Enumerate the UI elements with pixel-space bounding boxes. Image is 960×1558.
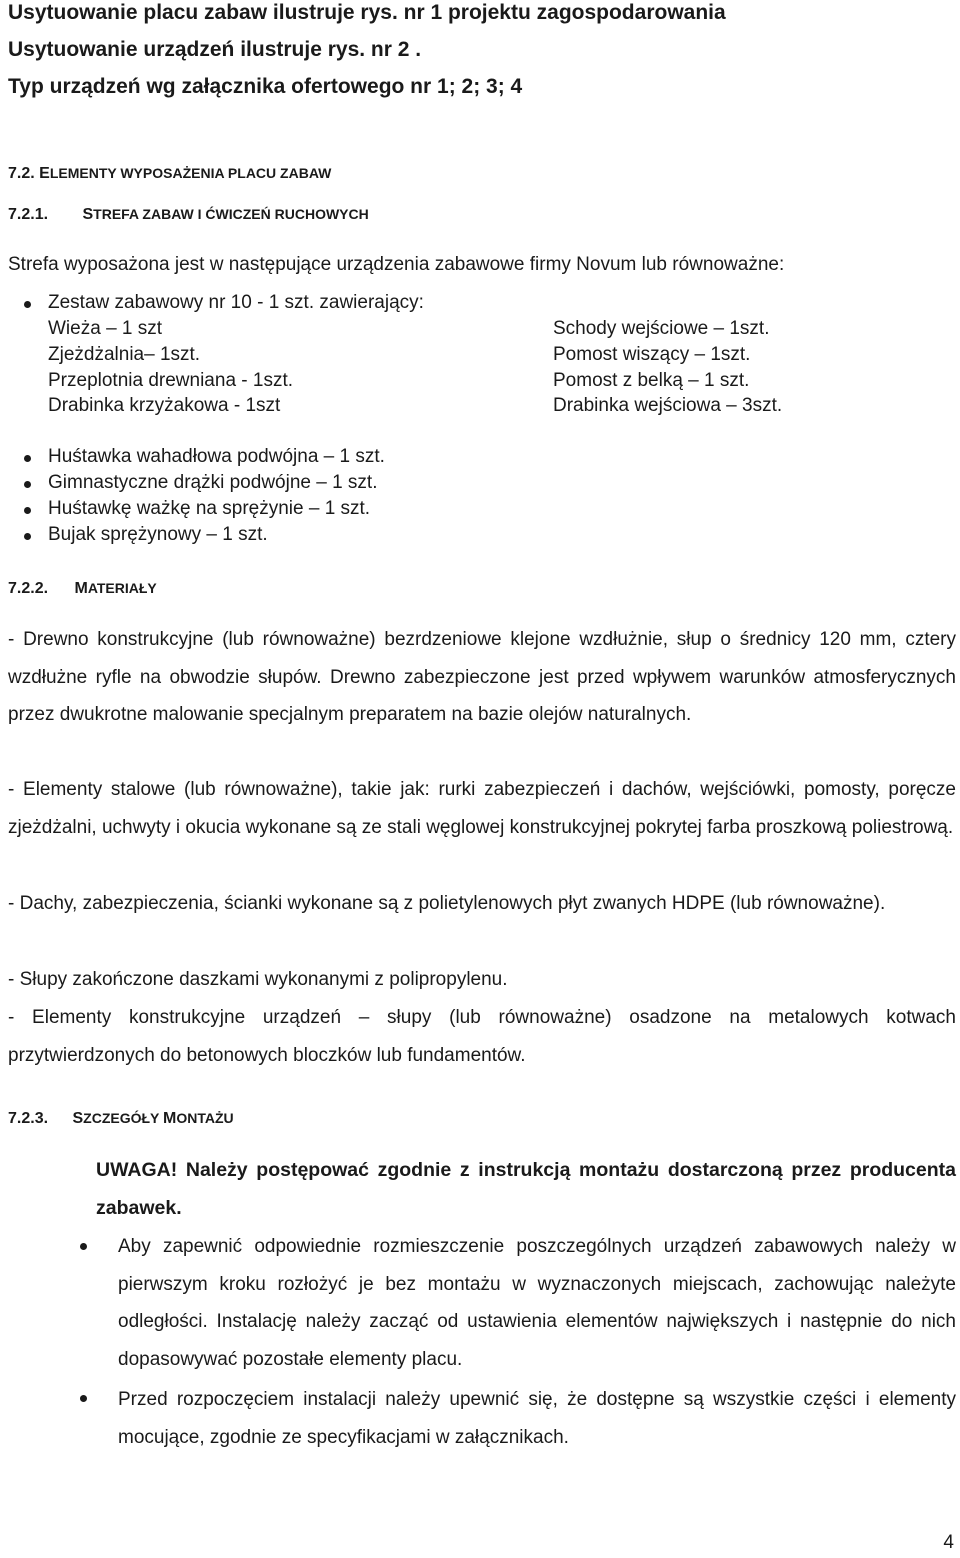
section-7-2-heading [8, 165, 331, 183]
materials-paragraph: - Elementy konstrukcyjne urządzeń – słupy (lub równoważne) osadzone na metalowych kotwach przytwierdzonych do betonowych bloczków lub fundamentów. [8, 1007, 956, 1066]
bullet-icon [24, 481, 31, 488]
header-line-3: Typ urządzeń wg załącznika ofertowego nr 1; 2; 3; 4 [8, 75, 523, 98]
set-title: Zestaw zabawowy nr 10 - 1 szt. zawierający: [48, 292, 424, 313]
section-number: 7.2. [8, 165, 35, 182]
set-item-right: Pomost z belką – 1 szt. [553, 370, 750, 391]
section-title: ZCZEGÓŁY [83, 1110, 164, 1126]
equipment-item: Bujak sprężynowy – 1 szt. [48, 524, 268, 545]
header-line-2: Usytuowanie urządzeń ilustruje rys. nr 2 . [8, 38, 422, 61]
section-title: ATERIAŁY [87, 580, 157, 596]
bullet-icon [80, 1395, 87, 1402]
set-item-left: Drabinka krzyżakowa - 1szt [48, 395, 281, 416]
section-title: LEMENTY WYPOSAŻENIA PLACU ZABAW [49, 165, 332, 181]
equipment-item: Huśtawka wahadłowa podwójna – 1 szt. [48, 446, 385, 467]
section-number: 7.2.3. [8, 1110, 49, 1127]
section-title: TREFA ZABAW I ĆWICZEŃ RUCHOWYCH [93, 206, 369, 222]
section-number: 7.2.2. [8, 580, 49, 597]
warning-text: UWAGA! Należy postępować zgodnie z instrukcją montażu dostarczoną przez producenta zabawek. [96, 1159, 956, 1219]
section-7-2-3-heading [8, 1110, 234, 1128]
section-title-initial: M [163, 1110, 177, 1127]
section-title-initial: S [72, 1110, 84, 1127]
section-number: 7.2.1. [8, 206, 49, 223]
section-title-initial: E [39, 165, 50, 182]
set-item-left: Wieża – 1 szt [48, 318, 163, 339]
bullet-icon [24, 455, 31, 462]
assembly-bullet: Przed rozpoczęciem instalacji należy upewnić się, że dostępne są wszystkie części i elementy mocujące, zgodnie ze specyfikacjami w załącznikach. [118, 1389, 956, 1448]
bullet-icon [24, 301, 31, 308]
section-7-2-1-heading [8, 206, 369, 224]
bullet-icon [24, 533, 31, 540]
set-item-left: Zjeżdżalnia– 1szt. [48, 344, 201, 365]
equipment-item: Gimnastyczne drążki podwójne – 1 szt. [48, 472, 378, 493]
set-item-left: Przeplotnia drewniana - 1szt. [48, 370, 294, 391]
materials-paragraph: - Dachy, zabezpieczenia, ścianki wykonane są z polietylenowych płyt zwanych HDPE (lub równoważne). [8, 893, 886, 914]
section-title-initial: M [74, 580, 88, 597]
section-title: ONTAŻU [176, 1110, 234, 1126]
zone-intro: Strefa wyposażona jest w następujące urządzenia zabawowe firmy Novum lub równoważne: [8, 254, 785, 275]
equipment-item: Huśtawkę ważkę na sprężynie – 1 szt. [48, 498, 371, 519]
page-number: 4 [943, 1532, 954, 1553]
section-title-initial: S [82, 206, 94, 223]
bullet-icon [80, 1243, 87, 1250]
assembly-bullet: Aby zapewnić odpowiednie rozmieszczenie poszczególnych urządzeń zabawowych należy w pierwszym kroku rozłożyć je bez montażu w wyznaczonych miejscach, zachowując należyte odległości. Instalację należy zacząć od ustawienia elementów największych i następnie do nich dopasowywać pozostałe elementy placu. [118, 1236, 956, 1370]
section-7-2-2-heading [8, 580, 157, 598]
set-item-right: Drabinka wejściowa – 3szt. [553, 395, 783, 416]
materials-paragraph: - Drewno konstrukcyjne (lub równoważne) bezrdzeniowe klejone wzdłużnie, słup o średnicy 120 mm, cztery wzdłużne ryfle na obwodzie słupów. Drewno zabezpieczone jest przed wpływem warunków atmosferycznych przez dwukrotne malowanie specjalnym preparatem na bazie olejów naturalnych. [8, 629, 956, 725]
header-line-1: Usytuowanie placu zabaw ilustruje rys. nr 1 projektu zagospodarowania [8, 1, 726, 24]
set-item-right: Pomost wiszący – 1szt. [553, 344, 751, 365]
materials-paragraph: - Elementy stalowe (lub równoważne), takie jak: rurki zabezpieczeń i dachów, wejściówki, pomosty, poręcze zjeżdżalni, uchwyty i okucia wykonane są ze stali węglowej konstrukcyjnej pokrytej farba proszkową poliestrową. [8, 779, 956, 838]
set-item-right: Schody wejściowe – 1szt. [553, 318, 770, 339]
bullet-icon [24, 507, 31, 514]
materials-paragraph: - Słupy zakończone daszkami wykonanymi z polipropylenu. [8, 969, 508, 990]
